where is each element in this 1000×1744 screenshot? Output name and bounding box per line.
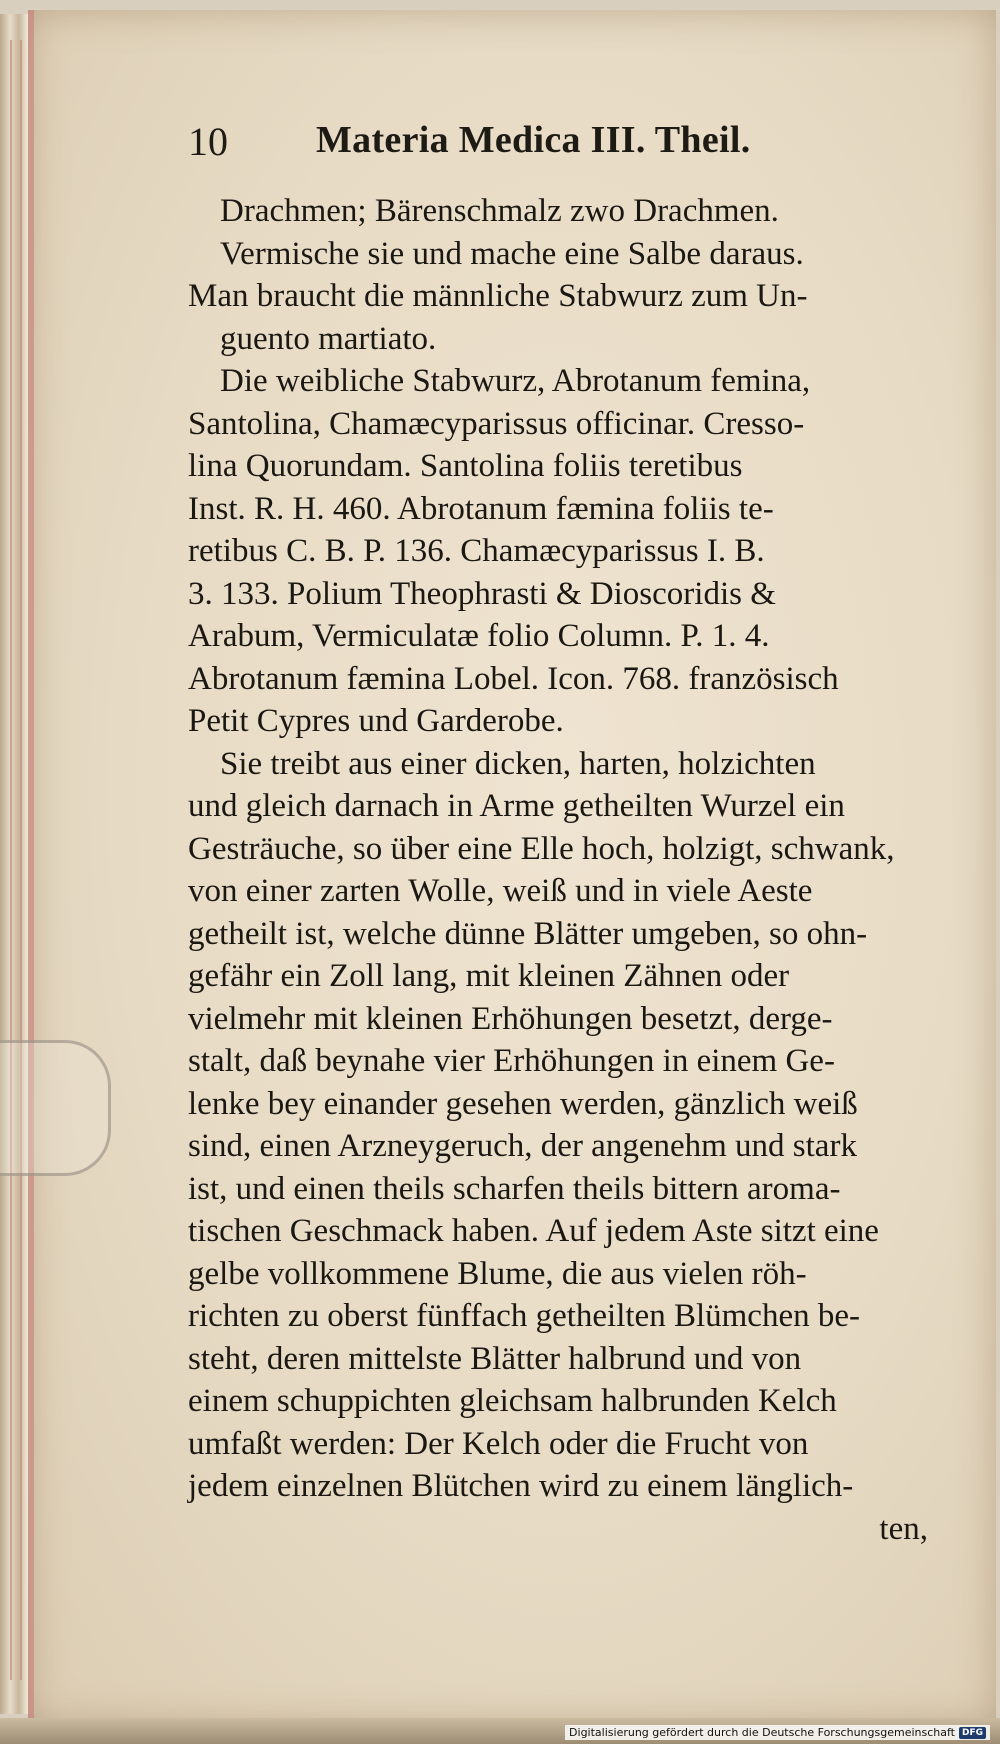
text-line: getheilt ist, welche dünne Blätter umgeben, so ohn- xyxy=(188,915,868,952)
text-line: Man braucht die männliche Stabwurz zum Un- xyxy=(188,278,808,314)
text-line: Arabum, Vermiculatæ folio Column. P. 1. 4. xyxy=(188,618,770,654)
text-line: Vermische sie und mache eine Salbe daraus. xyxy=(220,235,804,272)
digitization-footer xyxy=(565,1725,990,1740)
text-line: jedem einzelnen Blütchen wird zu einem länglich- xyxy=(188,1468,854,1504)
red-page-edge xyxy=(28,10,34,1724)
page-edge-line xyxy=(20,40,22,1680)
text-line: Abrotanum fæmina Lobel. Icon. 768. französisch xyxy=(188,660,839,697)
text-line: tischen Geschmack haben. Auf jedem Aste sitzt eine xyxy=(188,1213,879,1249)
body-text xyxy=(188,190,928,1550)
text-line: gefähr ein Zoll lang, mit kleinen Zähnen oder xyxy=(188,958,790,994)
running-title: Materia Medica III. Theil. xyxy=(316,119,751,161)
footer-text: Digitalisierung gefördert durch die Deutsche Forschungsgemeinschaft xyxy=(569,1726,955,1739)
text-line: guento martiato. xyxy=(220,320,437,357)
text-line: und gleich darnach in Arme getheilten Wurzel ein xyxy=(188,788,845,824)
text-line: richten zu oberst fünffach getheilten Blümchen be- xyxy=(188,1298,860,1334)
text-line: einem schuppichten gleichsam halbrunden Kelch xyxy=(188,1383,837,1419)
page-edge-line xyxy=(10,40,12,1680)
text-line: stalt, daß beynahe vier Erhöhungen in einem Ge- xyxy=(188,1043,835,1079)
text-line: Sie treibt aus einer dicken, harten, holzichten xyxy=(220,745,816,782)
text-line: Inst. R. H. 460. Abrotanum fæmina foliis te- xyxy=(188,490,774,527)
text-line: umfaßt werden: Der Kelch oder die Frucht von xyxy=(188,1425,809,1462)
text-line: 3. 133. Polium Theophrasti & Dioscoridis & xyxy=(188,575,776,612)
text-line: retibus C. B. P. 136. Chamæcyparissus I. B. xyxy=(188,533,765,569)
text-line: ist, und einen theils scharfen theils bittern aroma- xyxy=(188,1170,841,1207)
page-clip xyxy=(0,1040,111,1176)
text-line: Drachmen; Bärenschmalz zwo Drachmen. xyxy=(220,193,779,229)
text-line: gelbe vollkommene Blume, die aus vielen röh- xyxy=(188,1255,807,1292)
text-line: steht, deren mittelste Blätter halbrund und von xyxy=(188,1340,802,1377)
text-line: vielmehr mit kleinen Erhöhungen besetzt, derge- xyxy=(188,1000,833,1037)
text-line: sind, einen Arzneygeruch, der angenehm und stark xyxy=(188,1128,857,1164)
text-line: Gesträuche, so über eine Elle hoch, holzigt, schwank, xyxy=(188,830,895,867)
text-line: lina Quorundam. Santolina foliis teretibus xyxy=(188,448,743,484)
catchword: ten, xyxy=(879,1510,928,1547)
text-line: Petit Cypres und Garderobe. xyxy=(188,703,564,739)
text-line: Die weibliche Stabwurz, Abrotanum femina, xyxy=(220,363,811,399)
text-line: lenke bey einander gesehen werden, gänzlich weiß xyxy=(188,1085,858,1122)
page-number: 10 xyxy=(188,119,228,164)
text-line: von einer zarten Wolle, weiß und in viele Aeste xyxy=(188,873,813,909)
dfg-logo: DFG xyxy=(959,1727,986,1739)
page-header xyxy=(188,118,908,178)
text-line: Santolina, Chamæcyparissus officinar. Cresso- xyxy=(188,405,805,442)
